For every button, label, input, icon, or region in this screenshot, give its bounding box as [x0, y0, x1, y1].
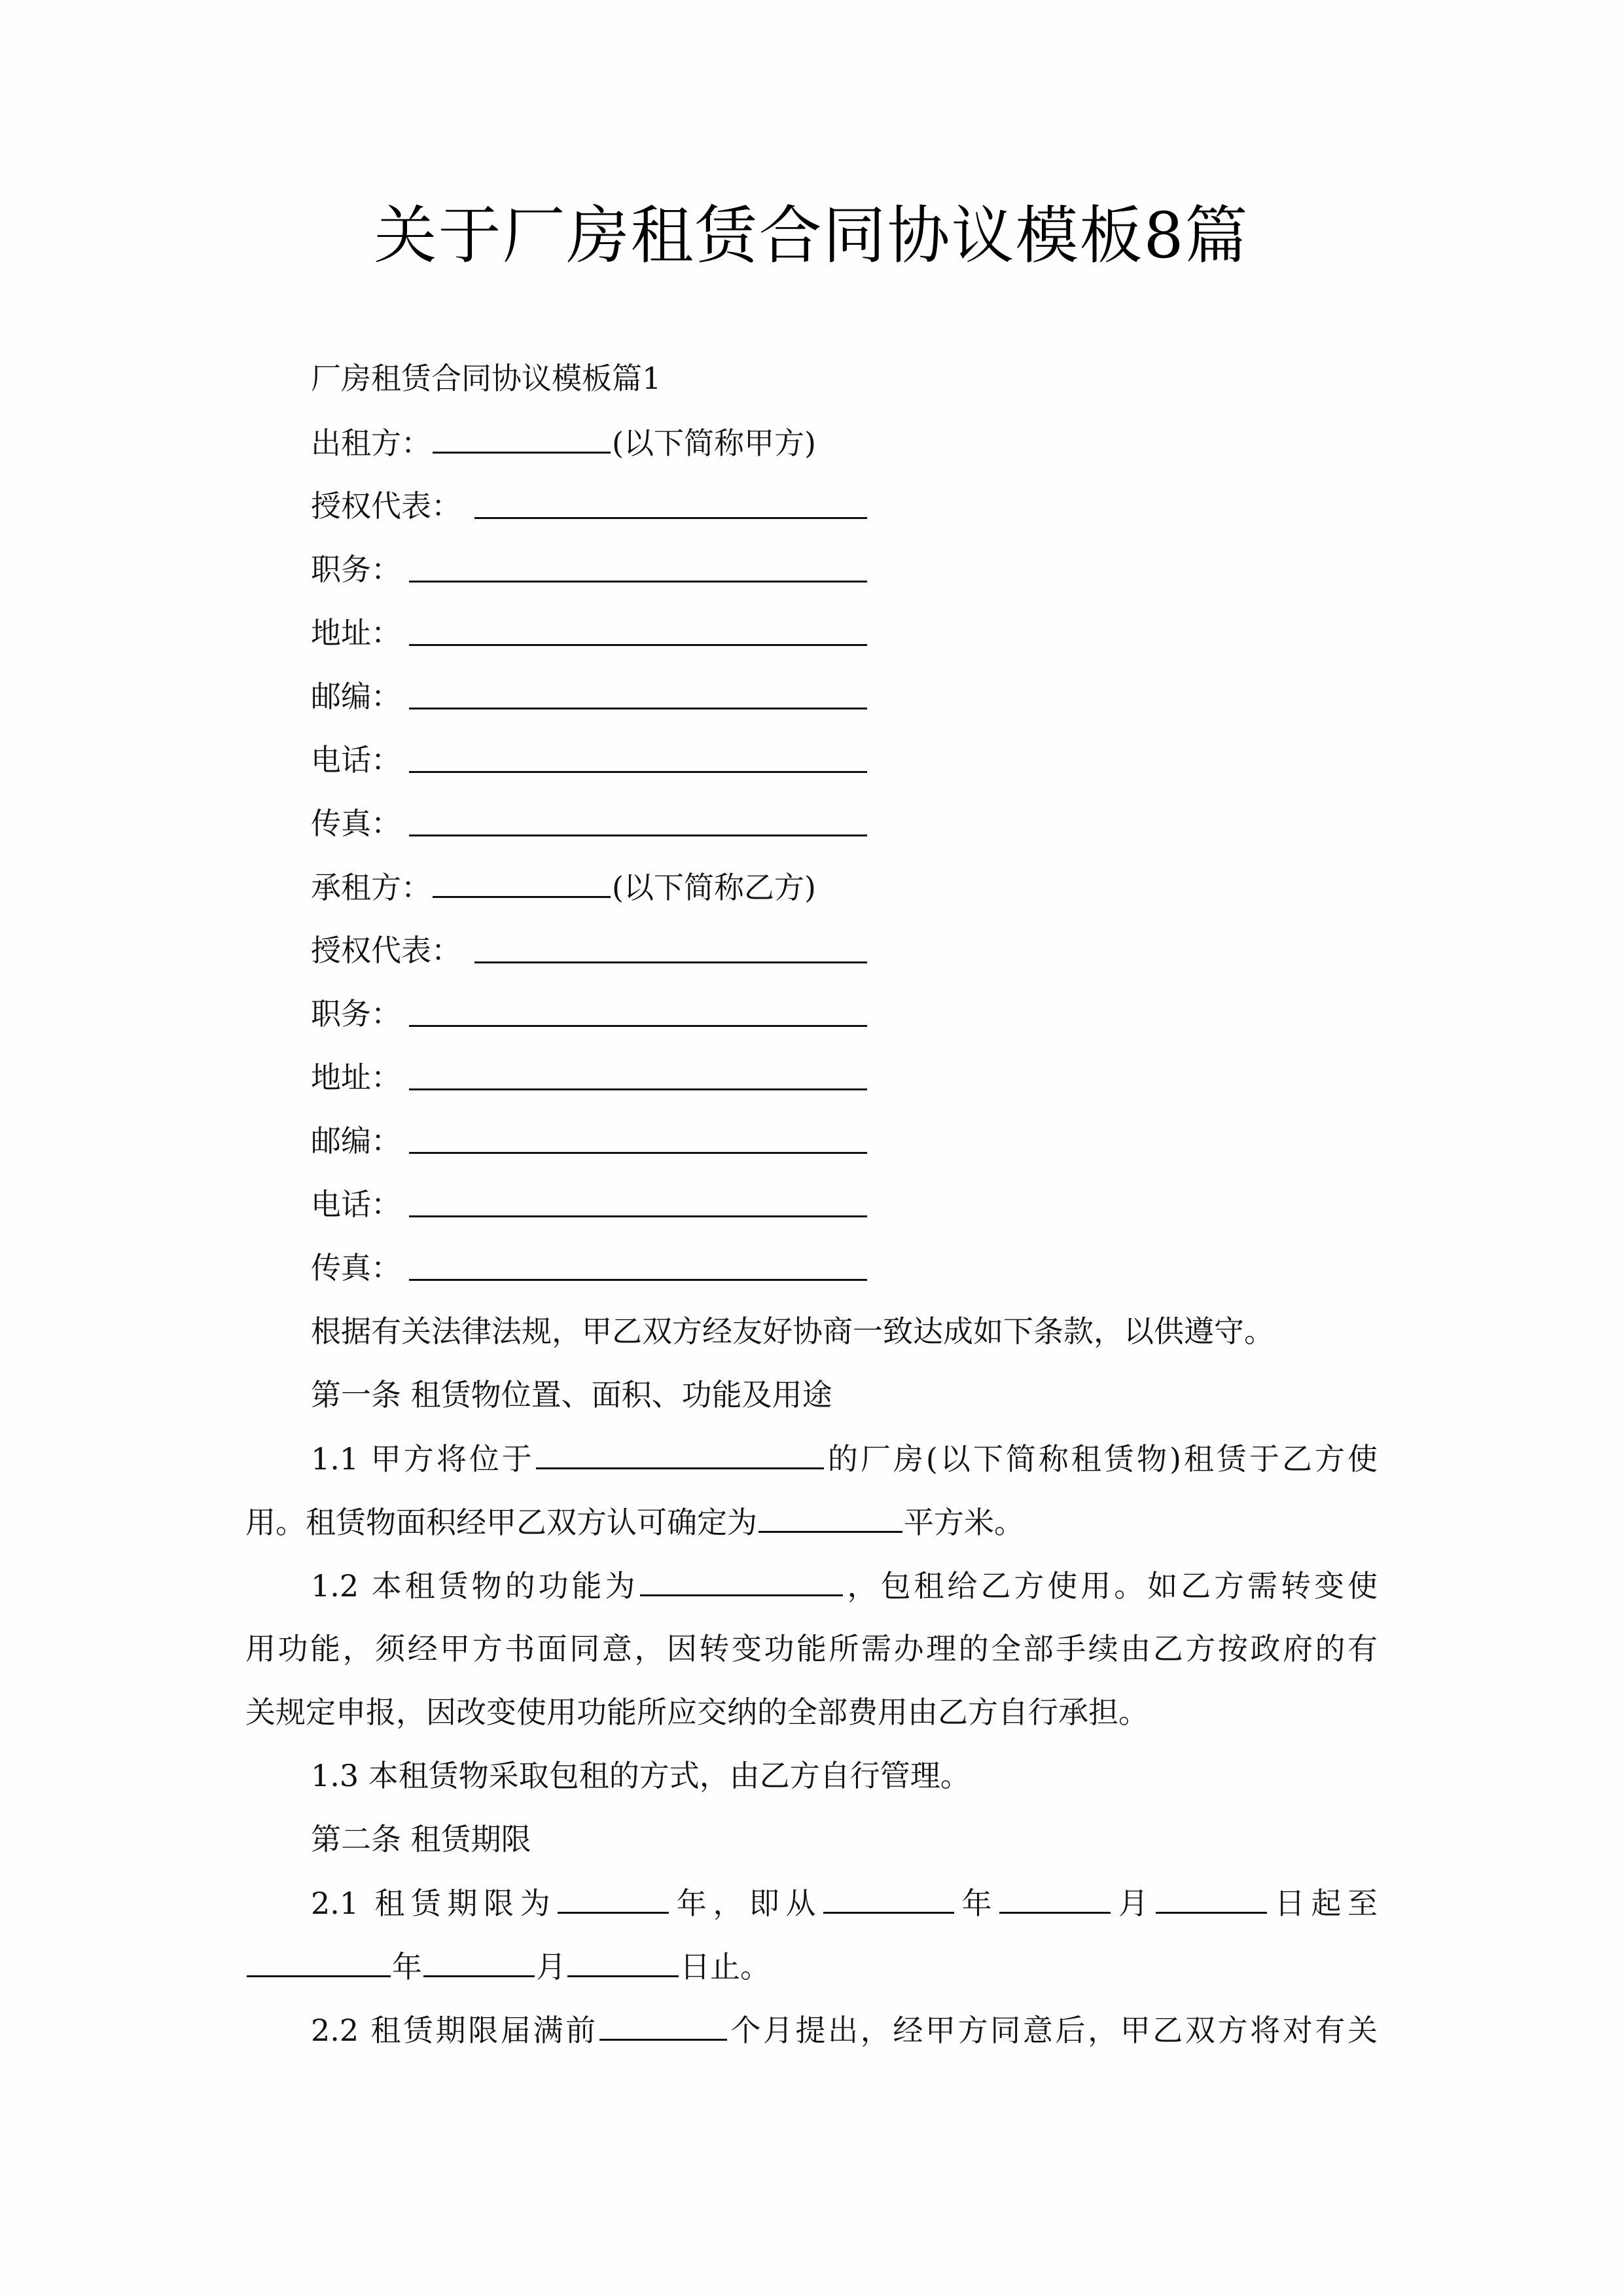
- lessor-postcode-blank[interactable]: [409, 708, 867, 709]
- term-years-blank[interactable]: [558, 1883, 669, 1914]
- lessor-address-blank[interactable]: [409, 644, 867, 646]
- lessor-postcode-label: 邮编：: [311, 679, 401, 714]
- lessee-representative-blank[interactable]: [474, 961, 867, 963]
- lessor-phone-label: 电话：: [311, 742, 401, 778]
- lessee-position-label: 职务：: [311, 996, 401, 1031]
- lessor-label: 出租方：: [311, 425, 431, 461]
- lessor-fax-label: 传真：: [311, 806, 401, 841]
- lessor-position-blank[interactable]: [409, 581, 867, 583]
- lessee-address-blank[interactable]: [409, 1088, 867, 1090]
- function-blank[interactable]: [640, 1566, 843, 1596]
- lessee-phone-blank[interactable]: [409, 1215, 867, 1217]
- area-blank[interactable]: [758, 1502, 902, 1533]
- lessor-line: [311, 423, 816, 463]
- clause-1-1-line2: 用。租赁物面积经甲乙双方认可确定为 平方米。: [245, 1502, 1024, 1542]
- lessor-representative-blank[interactable]: [474, 517, 867, 519]
- location-blank[interactable]: [536, 1439, 824, 1469]
- lessee-line: [311, 867, 816, 907]
- lessee-address-label: 地址：: [311, 1060, 401, 1095]
- lessee-postcode-blank[interactable]: [409, 1152, 867, 1154]
- lessor-suffix: (以下简称甲方): [612, 425, 816, 461]
- lessor-address-label: 地址：: [311, 615, 401, 651]
- clause-1-1-line1: 1.1 甲方将位于 的厂房(以下简称租赁物)租赁于乙方使: [311, 1439, 1378, 1479]
- lessor-phone-blank[interactable]: [409, 771, 867, 773]
- article1-heading: 第一条 租赁物位置、面积、功能及用途: [311, 1377, 832, 1412]
- lessee-fax-label: 传真：: [311, 1250, 401, 1285]
- lessee-postcode-label: 邮编：: [311, 1123, 401, 1158]
- lessor-name-blank[interactable]: [433, 423, 611, 454]
- lessee-position-blank[interactable]: [409, 1025, 867, 1027]
- clause-1-2-line2: 用功能，须经甲方书面同意，因转变功能所需办理的全部手续由乙方按政府的有: [245, 1631, 1378, 1666]
- clause-1-2-line3: 关规定申报，因改变使用功能所应交纳的全部费用由乙方自行承担。: [245, 1695, 1149, 1730]
- lessee-phone-label: 电话：: [311, 1187, 401, 1222]
- end-day-blank[interactable]: [567, 1946, 679, 1977]
- lessee-representative-label: 授权代表：: [311, 933, 461, 968]
- preamble: 根据有关法律法规，甲乙双方经友好协商一致达成如下条款，以供遵守。: [311, 1314, 1274, 1349]
- clause-2-1-line1: 2.1 租赁期限为 年，即从 年 月 日起至: [311, 1883, 1378, 1923]
- clause-2-1-line2: 年 月 日止。: [245, 1946, 770, 1986]
- start-month-blank[interactable]: [999, 1883, 1111, 1914]
- lessee-fax-blank[interactable]: [409, 1279, 867, 1281]
- document-title: 关于厂房租赁合同协议模板8篇: [374, 199, 1249, 272]
- end-month-blank[interactable]: [423, 1946, 535, 1977]
- section-heading: 厂房租赁合同协议模板篇1: [311, 361, 662, 396]
- start-year-blank[interactable]: [823, 1883, 954, 1914]
- start-day-blank[interactable]: [1156, 1883, 1267, 1914]
- lessee-name-blank[interactable]: [433, 867, 611, 898]
- lessor-representative-label: 授权代表：: [311, 488, 461, 524]
- lessee-suffix: (以下简称乙方): [612, 870, 816, 905]
- lessee-label: 承租方：: [311, 870, 431, 905]
- clause-1-3: 1.3 本租赁物采取包租的方式，由乙方自行管理。: [311, 1758, 971, 1793]
- end-year-blank[interactable]: [247, 1946, 391, 1977]
- article2-heading: 第二条 租赁期限: [311, 1821, 531, 1857]
- clause-1-2-line1: 1.2 本租赁物的功能为 ，包租给乙方使用。如乙方需转变使: [311, 1566, 1378, 1605]
- clause-2-2-line1: 2.2 租赁期限届满前 个月提出，经甲方同意后，甲乙双方将对有关: [311, 2010, 1378, 2050]
- lessor-position-label: 职务：: [311, 552, 401, 587]
- notice-months-blank[interactable]: [599, 2010, 727, 2041]
- lessor-fax-blank[interactable]: [409, 834, 867, 836]
